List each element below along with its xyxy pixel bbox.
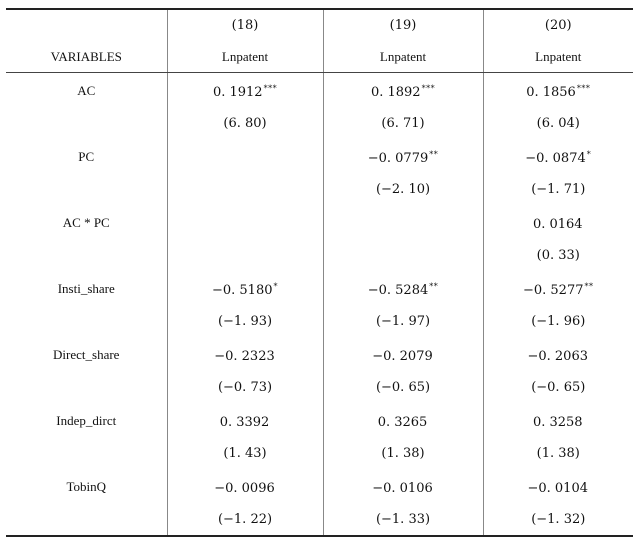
table-row-tstats xyxy=(6,504,633,536)
significance-stars: *** xyxy=(421,84,436,93)
empty-cell xyxy=(6,174,167,205)
dependent-variable: Lnpatent xyxy=(323,41,483,73)
t-statistic: (1. 38) xyxy=(536,446,580,461)
coefficient-value: 0. 1856 xyxy=(526,85,576,100)
empty-cell xyxy=(6,240,167,271)
coefficient-value: −0. 0874 xyxy=(525,151,586,166)
coefficient-cell xyxy=(483,271,633,306)
coefficient-cell xyxy=(483,205,633,240)
t-statistic: (−0. 65) xyxy=(531,380,586,395)
empty-cell xyxy=(6,108,167,139)
t-statistic: (1. 38) xyxy=(323,438,483,469)
t-statistic: (−1. 96) xyxy=(531,314,586,329)
t-statistic: (−0. 65) xyxy=(323,372,483,403)
coefficient-value: 0. 3258 xyxy=(532,415,583,430)
coefficient-cell xyxy=(167,73,323,109)
t-statistic: (1. 43) xyxy=(167,438,323,469)
t-statistic: (−0. 73) xyxy=(167,372,323,403)
coefficient-cell xyxy=(323,139,483,174)
table-row-tstats xyxy=(6,108,633,139)
t-statistic: (−1. 33) xyxy=(323,504,483,536)
regression-table xyxy=(6,8,633,537)
coefficient-cell xyxy=(323,73,483,109)
variable-name: AC * PC xyxy=(6,205,167,240)
coefficient-value: −0. 2323 xyxy=(214,349,275,364)
coefficient-cell xyxy=(167,337,323,372)
table-row-coefficients xyxy=(6,139,633,174)
table-row-coefficients xyxy=(6,469,633,504)
header-row-depvar xyxy=(6,41,633,73)
variable-name: Insti_share xyxy=(6,271,167,306)
coefficient-cell xyxy=(167,139,323,174)
coefficient-value: −0. 0104 xyxy=(527,481,588,496)
significance-stars: ** xyxy=(584,282,594,291)
empty-cell xyxy=(6,306,167,337)
column-number: (18) xyxy=(167,9,323,41)
coefficient-value: 0. 0164 xyxy=(532,217,583,232)
variable-name: Direct_share xyxy=(6,337,167,372)
coefficient-cell xyxy=(323,403,483,438)
empty-cell xyxy=(6,438,167,469)
header-empty-cell xyxy=(6,9,167,41)
header-row-numbers xyxy=(6,9,633,41)
table-row-coefficients xyxy=(6,73,633,109)
variable-name: PC xyxy=(6,139,167,174)
variables-header: VARIABLES xyxy=(6,41,167,73)
t-statistic xyxy=(167,174,323,205)
significance-stars: *** xyxy=(576,84,591,93)
coefficient-cell xyxy=(483,139,633,174)
t-statistic: (6. 71) xyxy=(323,108,483,139)
table-row-tstats xyxy=(6,306,633,337)
coefficient-value: −0. 5180 xyxy=(211,283,273,298)
t-statistic xyxy=(167,240,323,271)
t-statistic xyxy=(323,240,483,271)
table-row-coefficients xyxy=(6,271,633,306)
coefficient-value: −0. 0779 xyxy=(367,151,429,166)
table-body xyxy=(6,73,633,537)
empty-cell xyxy=(6,372,167,403)
coefficient-cell xyxy=(323,205,483,240)
t-statistic: (6. 80) xyxy=(167,108,323,139)
significance-stars: ** xyxy=(429,150,439,159)
t-statistic: (−1. 32) xyxy=(483,504,633,536)
coefficient-cell xyxy=(167,205,323,240)
coefficient-value: −0. 5277 xyxy=(522,283,584,298)
significance-stars: * xyxy=(586,150,592,159)
coefficient-value: 0. 1912 xyxy=(212,85,263,100)
table-row-coefficients xyxy=(6,337,633,372)
t-statistic: (−1. 93) xyxy=(167,306,323,337)
t-statistic: (6. 04) xyxy=(536,116,580,131)
coefficient-cell xyxy=(323,271,483,306)
coefficient-value: −0. 2063 xyxy=(527,349,588,364)
coefficient-cell xyxy=(167,469,323,504)
dependent-variable: Lnpatent xyxy=(483,41,633,73)
coefficient-cell xyxy=(167,271,323,306)
coefficient-cell xyxy=(323,469,483,504)
table-row-coefficients xyxy=(6,205,633,240)
coefficient-value: −0. 2079 xyxy=(372,349,433,364)
variable-name: Indep_dirct xyxy=(6,403,167,438)
coefficient-cell xyxy=(483,403,633,438)
dependent-variable: Lnpatent xyxy=(167,41,323,73)
table-row-tstats xyxy=(6,372,633,403)
t-statistic: (0. 33) xyxy=(536,248,580,263)
t-statistic: (−2. 10) xyxy=(323,174,483,205)
t-statistic: (−1. 22) xyxy=(167,504,323,536)
coefficient-value: −0. 0096 xyxy=(214,481,275,496)
table-row-tstats xyxy=(6,174,633,205)
coefficient-value: 0. 3265 xyxy=(377,415,428,430)
significance-stars: ** xyxy=(429,282,439,291)
coefficient-value: −0. 5284 xyxy=(367,283,429,298)
table-row-tstats xyxy=(6,438,633,469)
coefficient-cell xyxy=(323,337,483,372)
coefficient-value: 0. 1892 xyxy=(370,85,421,100)
coefficient-cell xyxy=(483,73,633,109)
variable-name: AC xyxy=(6,73,167,109)
coefficient-cell xyxy=(483,469,633,504)
empty-cell xyxy=(6,504,167,536)
coefficient-cell xyxy=(483,337,633,372)
significance-stars: * xyxy=(273,282,278,291)
coefficient-value: 0. 3392 xyxy=(219,415,270,430)
variable-name: TobinQ xyxy=(6,469,167,504)
column-number: (19) xyxy=(323,9,483,41)
table-row-tstats xyxy=(6,240,633,271)
significance-stars: *** xyxy=(263,84,278,93)
column-number: (20) xyxy=(483,9,633,41)
table-row-coefficients xyxy=(6,403,633,438)
t-statistic: (−1. 71) xyxy=(531,182,586,197)
coefficient-value: −0. 0106 xyxy=(372,481,433,496)
t-statistic: (−1. 97) xyxy=(323,306,483,337)
coefficient-cell xyxy=(167,403,323,438)
